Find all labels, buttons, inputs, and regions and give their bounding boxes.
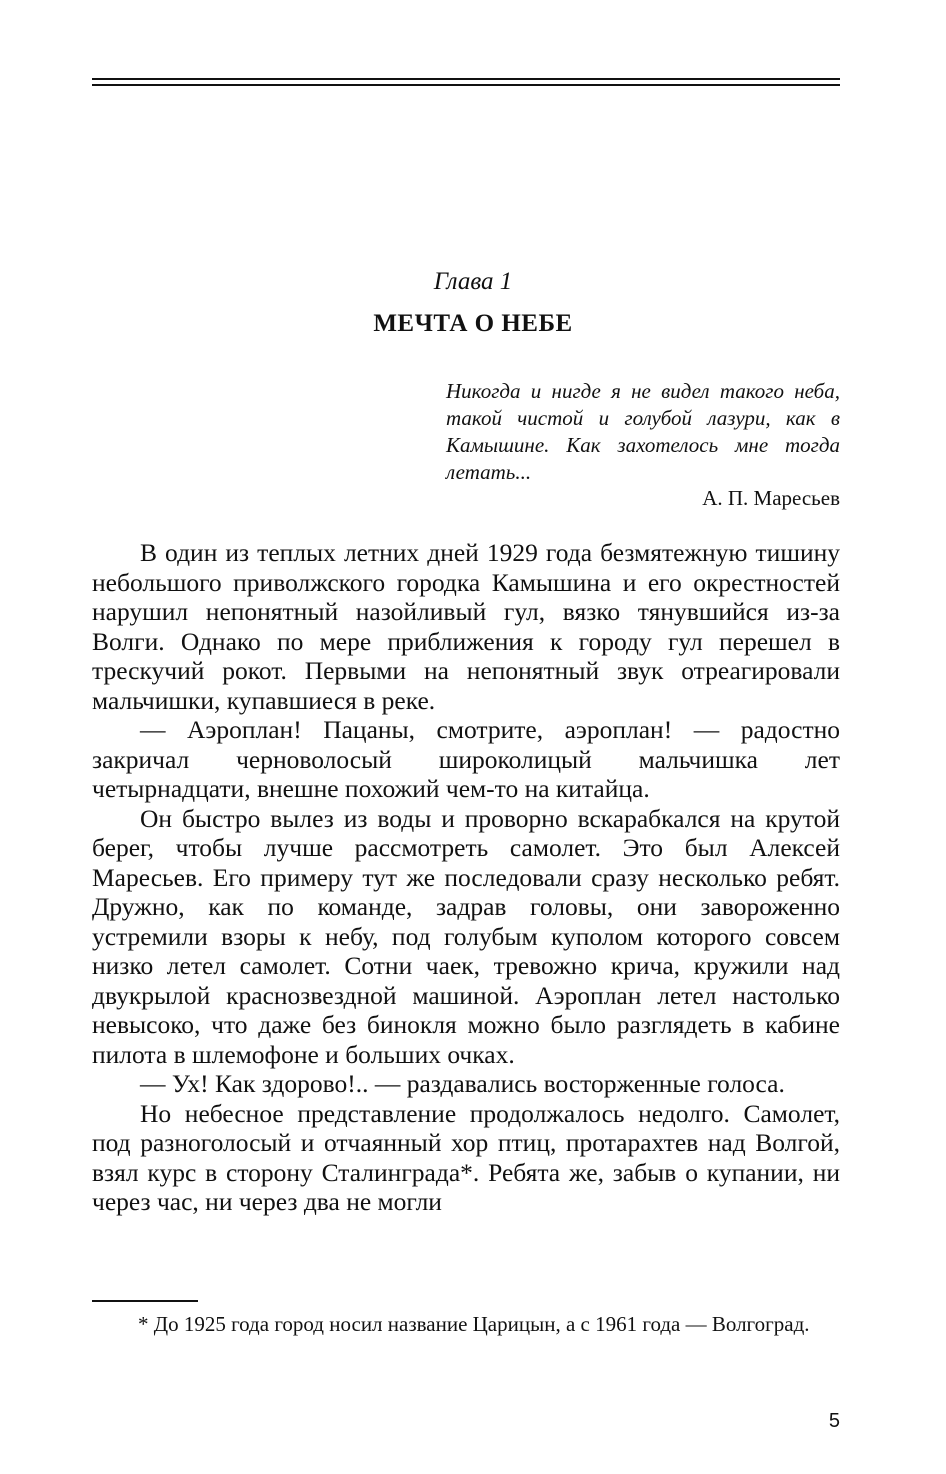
paragraph: Он быстро вылез из воды и проворно вскарабкался на крутой берег, чтобы лучше рассмотреть самолет. Это был Алексей Маресьев. Его примеру тут же последовали сразу несколько ребят. Дружно, как по команде, задрав головы, они завороженно устремили взоры к небу, под голубым куполом которого совсем низко летел самолет. Сотни чаек, тревожно крича, кружили над двукрылой краснозвездной машиной. Аэроплан летел настолько невысоко, что даже без бинокля можно было разглядеть в кабине пилота в шлемофоне и больших очках. xyxy=(92,803,840,1069)
chapter-title: МЕЧТА О НЕБЕ xyxy=(373,310,573,337)
chapter-label: Глава 1 xyxy=(433,268,513,295)
footnote-divider xyxy=(92,1300,198,1302)
epigraph-text: Никогда и нигде я не видел такого неба, такой чистой и голубой лазури, как в Камышине. Как захотелось мне тогда летать... xyxy=(446,379,840,484)
page-number: 5 xyxy=(828,1410,840,1432)
paragraph: — Аэроплан! Пацаны, смотрите, аэроплан! — радостно закричал черноволосый широколицый мальчишка лет четырнадцати, внешне похожий чем-то на китайца. xyxy=(92,715,840,803)
header-rule-bottom xyxy=(92,84,840,86)
header-rule-top xyxy=(92,78,840,80)
paragraph: Но небесное представление продолжалось недолго. Самолет, под разноголосый и отчаянный хор птиц, протарахтев над Волгой, взял курс в сторону Сталинграда*. Ребята же, забыв о купании, ни через час, ни через два не могли xyxy=(92,1098,840,1216)
paragraph: — Ух! Как здорово!.. — раздавались восторженные голоса. xyxy=(140,1069,785,1098)
footnote: * До 1925 года город носил название Царицын, а с 1961 года — Волгоград. xyxy=(138,1312,810,1336)
epigraph-author: А. П. Маресьев xyxy=(702,486,840,510)
paragraph: В один из теплых летних дней 1929 года безмятежную тишину небольшого приволжского городка Камышина и его окрестностей нарушил непонятный назойливый гул, вязко тянувшийся из-за Волги. Однако по мере приближения к городу гул перешел в трескучий рокот. Первыми на непонятный звук отреагировали мальчишки, купавшиеся в реке. xyxy=(92,538,840,715)
body-text xyxy=(92,538,840,1217)
